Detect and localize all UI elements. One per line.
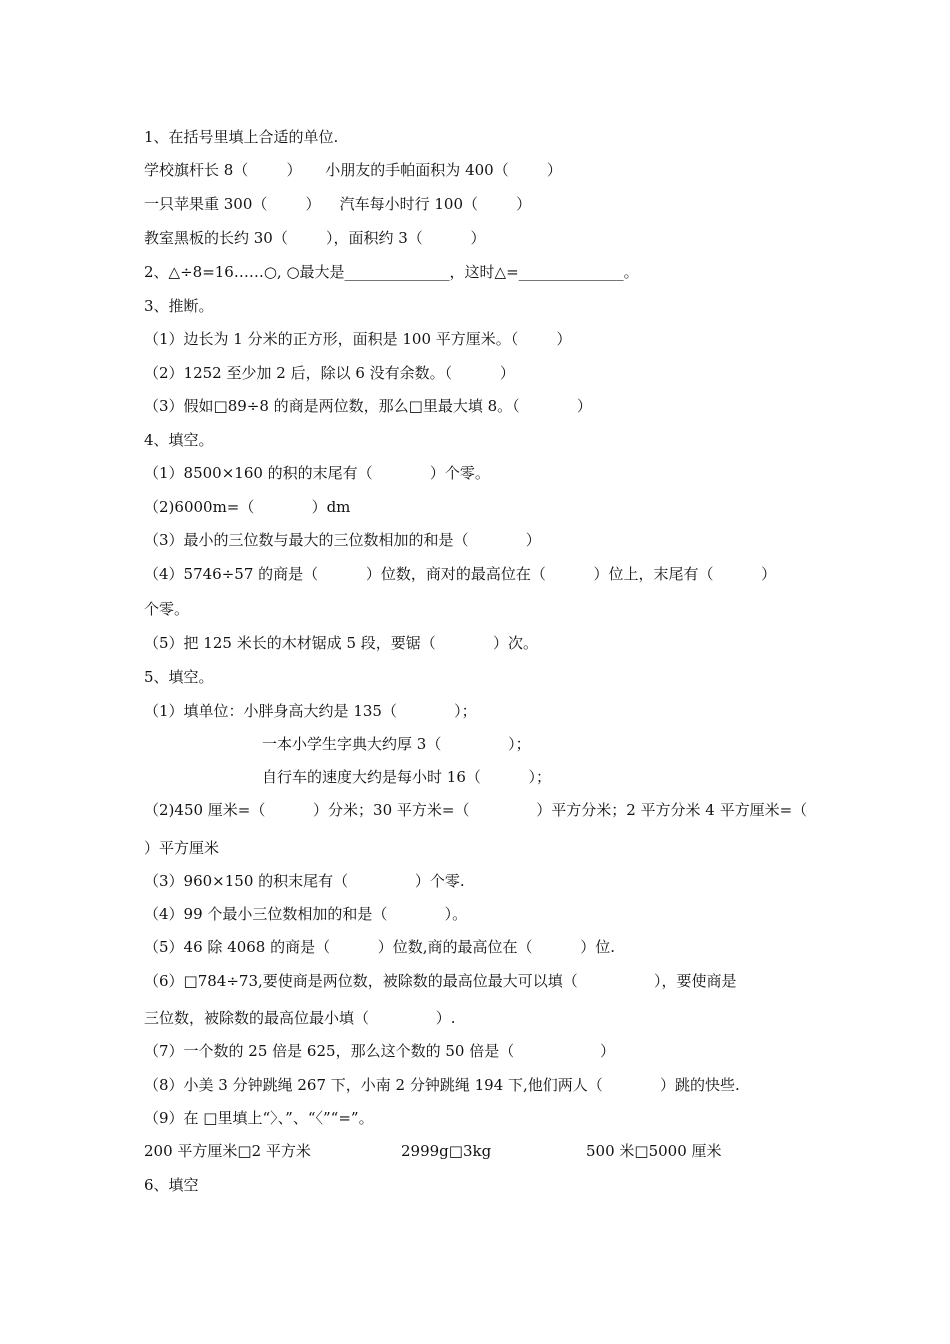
q5-item-4: （4）99 个最小三位数相加的和是（ ）。	[144, 905, 468, 923]
q2-line: 2、△÷8=16……○, ○最大是______________，这时△=______________。	[144, 263, 639, 281]
q4-item-3: （3）最小的三位数与最大的三位数相加的和是（ ）	[144, 531, 541, 549]
q3-item-1: （1）边长为 1 分米的正方形，面积是 100 平方厘米。（ ）	[144, 330, 572, 348]
q4-item-4: （4）5746÷57 的商是（ ）位数，商对的最高位在（ ）位上，末尾有（ ）	[144, 565, 777, 583]
q5-item-1-bicycle: 自行车的速度大约是每小时 16（ ）；	[262, 768, 552, 786]
q3-heading: 3、推断。	[144, 297, 214, 315]
q5-item-1-dictionary: 一本小学生字典大约厚 3（ ）；	[262, 735, 531, 753]
q5-item-9: （9）在 □里填上“〉、”、“〈”“=”。	[144, 1109, 374, 1127]
q3-item-3: （3）假如□89÷8 的商是两位数，那么□里最大填 8。（ ）	[144, 397, 592, 415]
q5-item-2: （2)450 厘米=（ ）分米；30 平方米=（ ）平方分米；2 平方分米 4 平方厘米=（	[144, 801, 808, 819]
q4-item-1: （1）8500×160 的积的末尾有（ ）个零。	[144, 464, 490, 482]
compare-area: 200 平方厘米□2 平方米	[144, 1142, 311, 1160]
q1-line-blackboard: 教室黑板的长约 30（ ），面积约 3（ ）	[144, 229, 486, 247]
q3-item-2: （2）1252 至少加 2 后，除以 6 没有余数。（ ）	[144, 364, 515, 382]
q5-item-7: （7）一个数的 25 倍是 625，那么这个数的 50 倍是（ ）	[144, 1042, 616, 1060]
q5-item-5: （5）46 除 4068 的商是（ ）位数,商的最高位在（ ）位.	[144, 938, 616, 956]
compare-mass: 2999g□3kg	[401, 1142, 492, 1160]
compare-length: 500 米□5000 厘米	[586, 1142, 722, 1160]
q5-heading: 5、填空。	[144, 668, 214, 686]
q1-line-flagpole: 学校旗杆长 8（ ） 小朋友的手帕面积为 400（ ）	[144, 161, 562, 179]
q1-heading: 1、在括号里填上合适的单位.	[144, 128, 339, 146]
q5-item-3: （3）960×150 的积末尾有（ ）个零.	[144, 872, 465, 890]
q1-line-apple: 一只苹果重 300（ ） 汽车每小时行 100（ ）	[144, 195, 532, 213]
q5-item-6: （6）□784÷73,要使商是两位数，被除数的最高位最大可以填（ ），要使商是	[144, 972, 737, 990]
q4-item-2: （2)6000m=（ ）dm	[144, 498, 351, 516]
q5-item-8: （8）小美 3 分钟跳绳 267 下，小南 2 分钟跳绳 194 下,他们两人（ ）跳的快些.	[144, 1076, 740, 1094]
q5-item-6-cont: 三位数，被除数的最高位最小填（ ）.	[144, 1009, 456, 1027]
q4-heading: 4、填空。	[144, 431, 214, 449]
q4-item-5: （5）把 125 米长的木材锯成 5 段，要锯（ ）次。	[144, 634, 539, 652]
q4-item-4-cont: 个零。	[144, 600, 190, 618]
q6-heading: 6、填空	[144, 1176, 199, 1194]
q5-item-2-cont: ）平方厘米	[144, 839, 220, 857]
q5-item-1: （1）填单位：小胖身高大约是 135（ ）；	[144, 702, 477, 720]
